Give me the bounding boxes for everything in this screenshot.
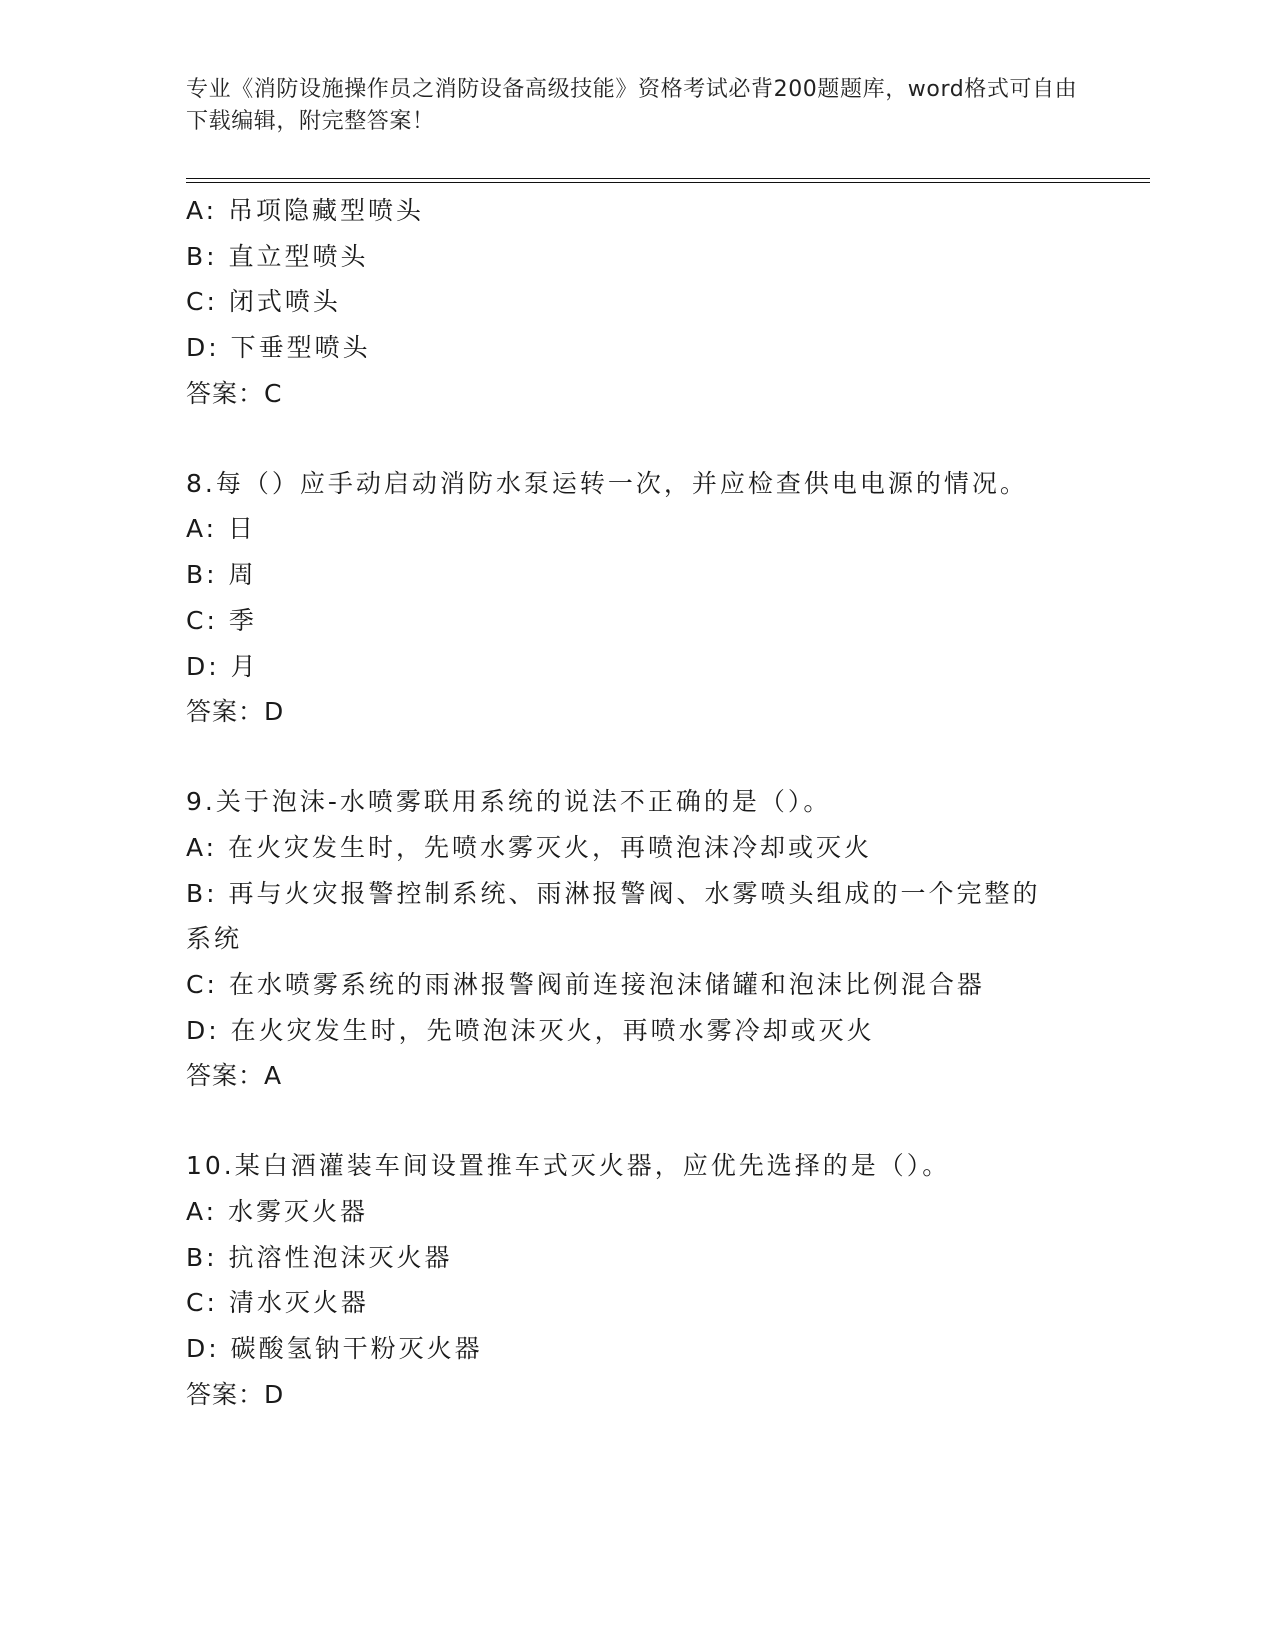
document-header: 专业《消防设施操作员之消防设备高级技能》资格考试必背200题题库，word格式可自由下载编辑，附完整答案！ <box>186 77 1078 134</box>
option-c: C: 季 <box>186 605 257 635</box>
option-b: B: 再与火灾报警控制系统、雨淋报警阀、水雾喷头组成的一个完整的系统 <box>186 878 1041 954</box>
answer: 答案：D <box>186 697 285 727</box>
option-c: C: 清水灭火器 <box>186 1288 369 1318</box>
option-d: D: 在火灾发生时，先喷泡沫灭火，再喷水雾冷却或灭火 <box>186 1015 875 1045</box>
question-title: 9.关于泡沫-水喷雾联用系统的说法不正确的是（）。 <box>186 787 832 817</box>
answer: 答案：D <box>186 1379 285 1409</box>
question-8 <box>186 461 1086 735</box>
header-rule <box>186 178 1150 183</box>
option-d: D: 下垂型喷头 <box>186 333 371 363</box>
answer: 答案：C <box>186 378 283 408</box>
answer: 答案：A <box>186 1061 283 1091</box>
option-a: A: 日 <box>186 514 257 544</box>
question-7 <box>186 188 1086 417</box>
option-b: B: 周 <box>186 560 257 590</box>
question-9 <box>186 779 1086 1099</box>
option-b: B: 抗溶性泡沫灭火器 <box>186 1242 453 1272</box>
option-a: A: 吊项隐藏型喷头 <box>186 196 425 225</box>
option-c: C: 在水喷雾系统的雨淋报警阀前连接泡沫储罐和泡沫比例混合器 <box>186 969 985 999</box>
question-title: 8.每（）应手动启动消防水泵运转一次，并应检查供电电源的情况。 <box>186 468 1028 498</box>
option-a: A: 水雾灭火器 <box>186 1197 369 1227</box>
option-d: D: 月 <box>186 651 259 681</box>
question-10 <box>186 1143 1086 1417</box>
option-a: A: 在火灾发生时，先喷水雾灭火，再喷泡沫冷却或灭火 <box>186 832 873 862</box>
option-d: D: 碳酸氢钠干粉灭火器 <box>186 1334 483 1364</box>
option-c: C: 闭式喷头 <box>186 287 341 317</box>
question-content <box>186 188 1086 1418</box>
question-title: 10.某白酒灌装车间设置推车式灭火器，应优先选择的是（）。 <box>186 1151 951 1181</box>
option-b: B: 直立型喷头 <box>186 241 369 271</box>
